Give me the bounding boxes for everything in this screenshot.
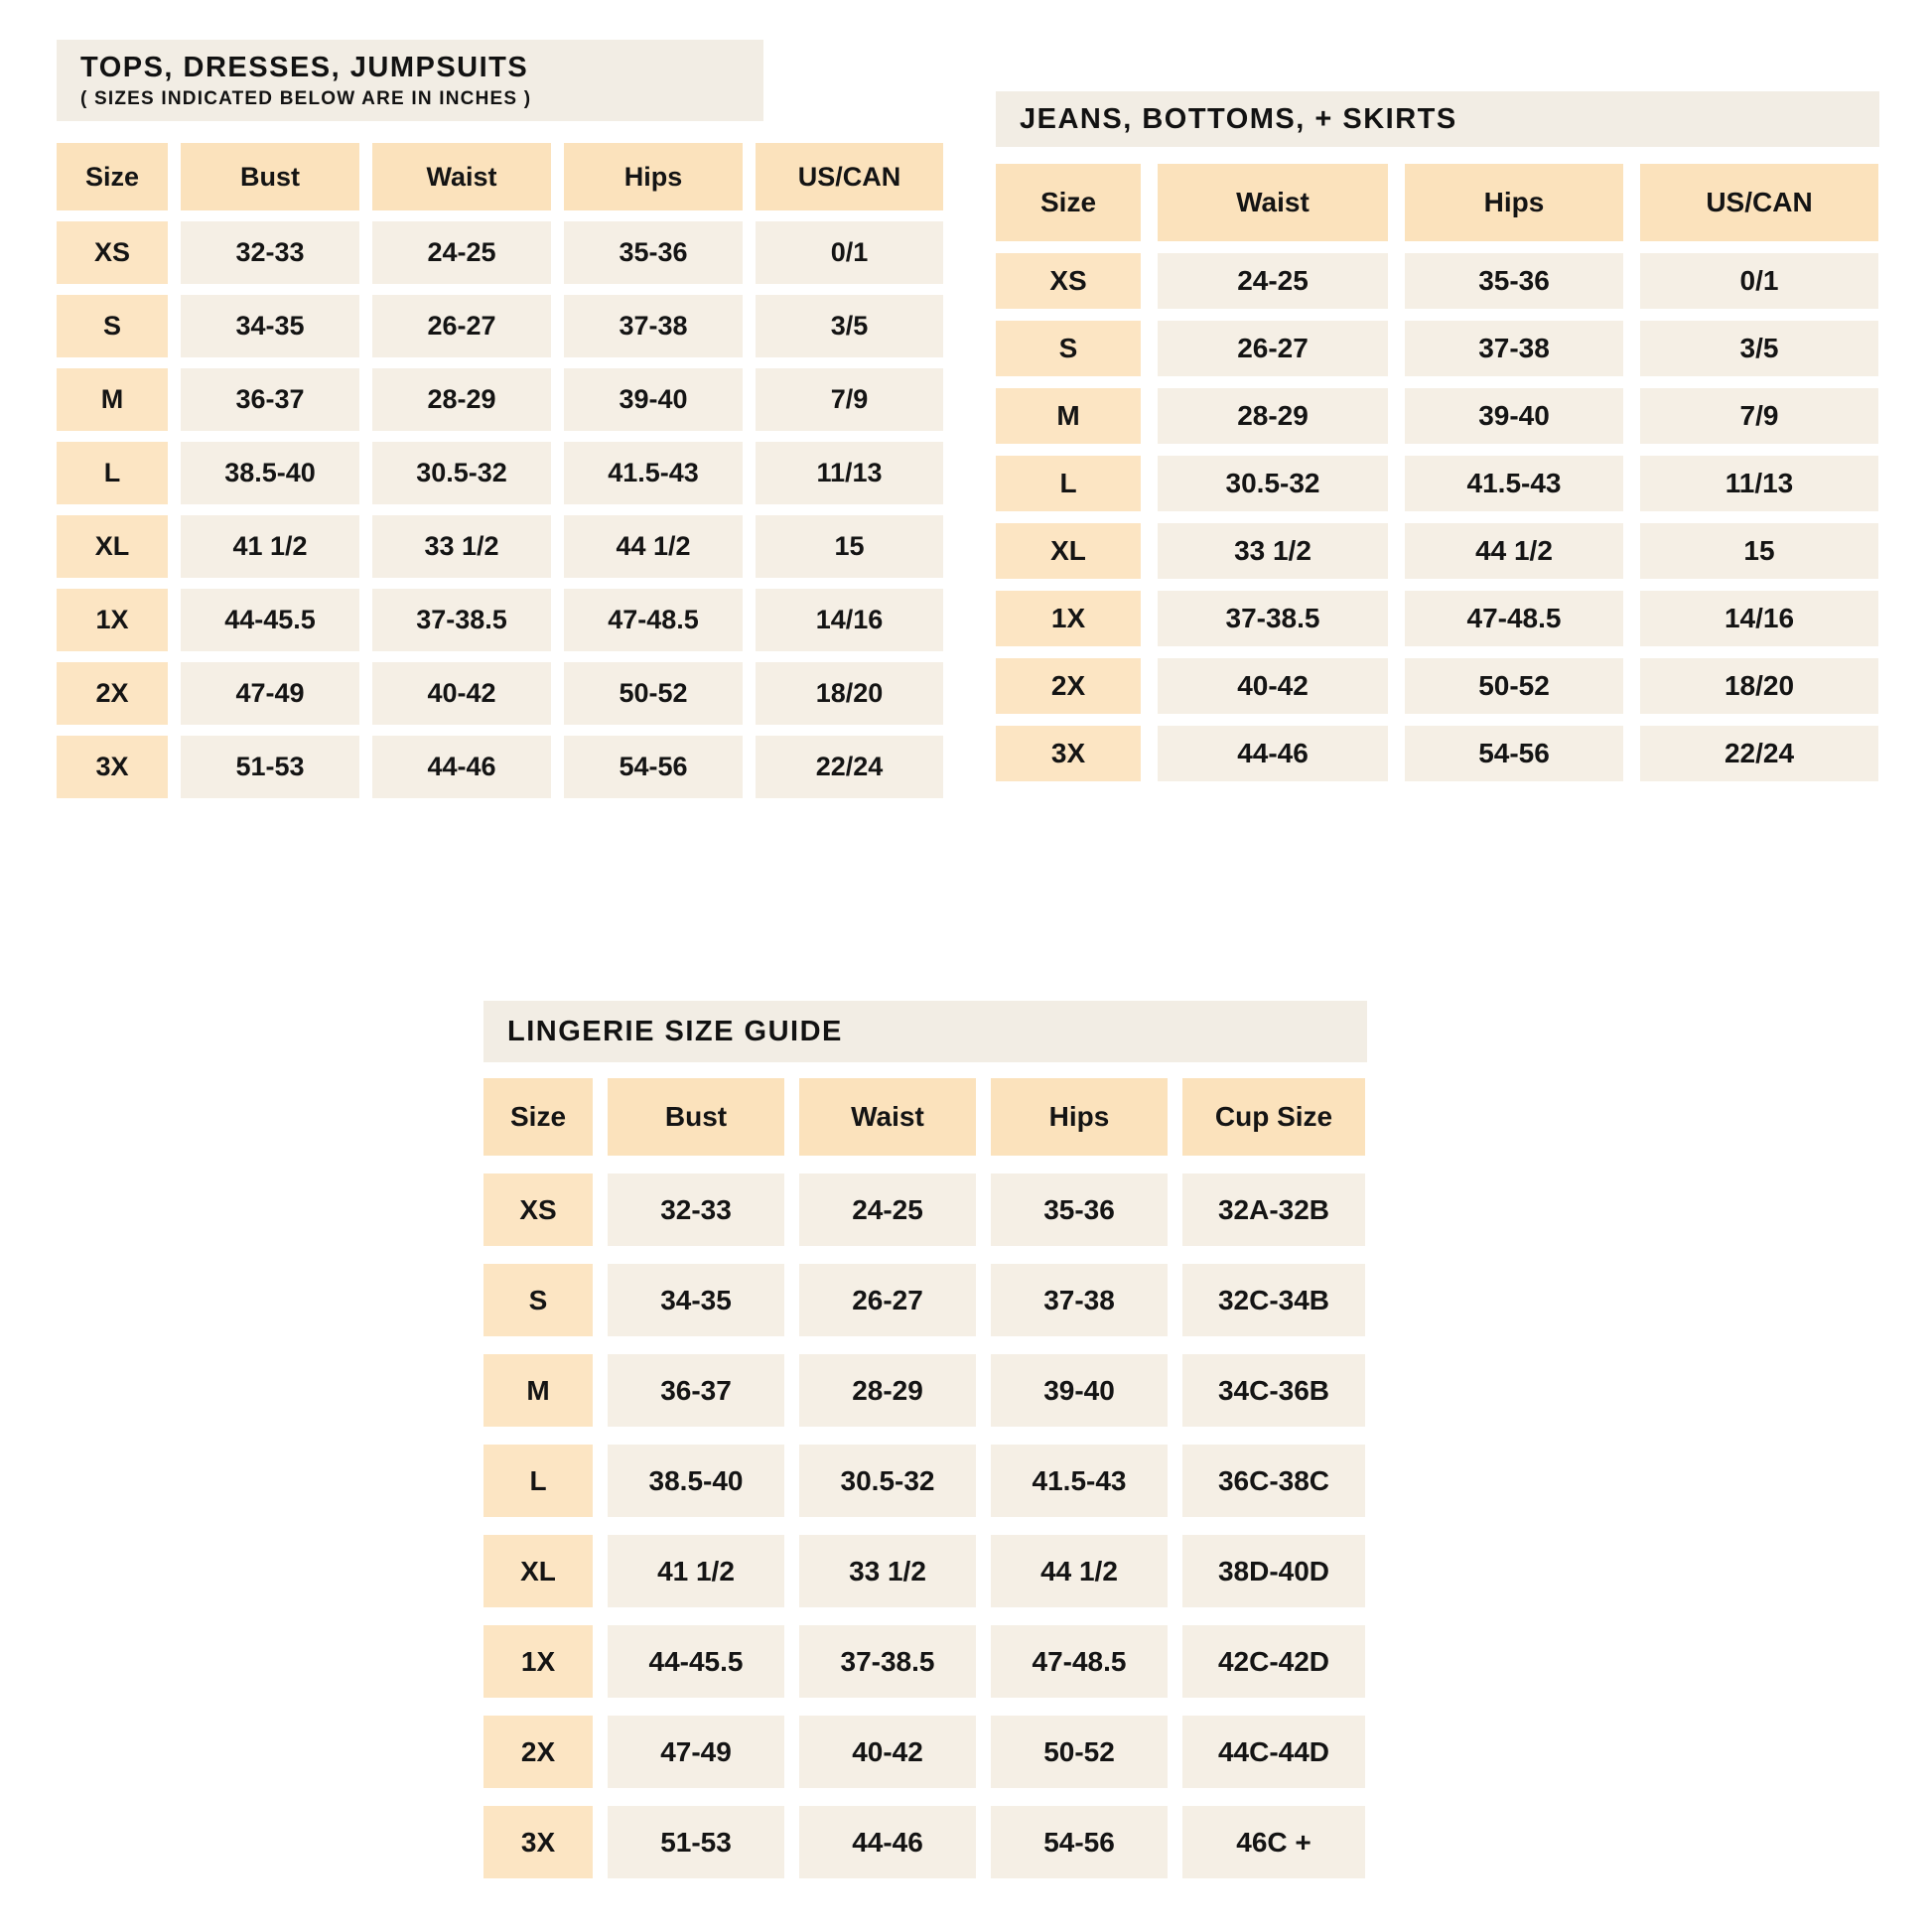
measurement-cell: 41 1/2 [181, 515, 359, 578]
column-header-cell: Hips [564, 143, 743, 210]
measurement-cell: 7/9 [1640, 388, 1878, 444]
measurement-cell: 37-38 [564, 295, 743, 357]
measurement-cell: 44-46 [799, 1806, 976, 1878]
measurement-cell: 51-53 [181, 736, 359, 798]
size-label-cell: M [996, 388, 1141, 444]
tops-dresses-jumpsuits-table [57, 40, 943, 798]
measurement-cell: 7/9 [756, 368, 943, 431]
size-label-cell: L [483, 1445, 593, 1517]
measurement-cell: 15 [1640, 523, 1878, 579]
measurement-cell: 36C-38C [1182, 1445, 1365, 1517]
column-header-cell: Bust [181, 143, 359, 210]
size-label-cell: L [57, 442, 168, 504]
table-title-band [57, 40, 763, 121]
measurement-cell: 30.5-32 [372, 442, 551, 504]
measurement-cell: 34-35 [181, 295, 359, 357]
measurement-cell: 34C-36B [1182, 1354, 1365, 1427]
measurement-cell: 37-38.5 [372, 589, 551, 651]
measurement-cell: 33 1/2 [372, 515, 551, 578]
size-label-cell: XS [57, 221, 168, 284]
measurement-cell: 37-38.5 [1158, 591, 1388, 646]
size-label-cell: S [483, 1264, 593, 1336]
size-label-cell: 2X [57, 662, 168, 725]
measurement-cell: 54-56 [564, 736, 743, 798]
measurement-cell: 41.5-43 [564, 442, 743, 504]
measurement-cell: 35-36 [564, 221, 743, 284]
measurement-cell: 38.5-40 [181, 442, 359, 504]
size-label-cell: XL [57, 515, 168, 578]
measurement-cell: 33 1/2 [799, 1535, 976, 1607]
size-label-cell: 1X [996, 591, 1141, 646]
measurement-cell: 44-46 [372, 736, 551, 798]
measurement-cell: 41 1/2 [608, 1535, 784, 1607]
size-label-cell: 2X [996, 658, 1141, 714]
measurement-cell: 11/13 [756, 442, 943, 504]
measurement-cell: 30.5-32 [799, 1445, 976, 1517]
size-label-cell: 1X [57, 589, 168, 651]
measurement-cell: 3/5 [1640, 321, 1878, 376]
column-header-cell: Waist [372, 143, 551, 210]
column-header-cell: Size [996, 164, 1141, 241]
measurement-cell: 46C + [1182, 1806, 1365, 1878]
measurement-cell: 39-40 [564, 368, 743, 431]
measurement-cell: 3/5 [756, 295, 943, 357]
measurement-cell: 11/13 [1640, 456, 1878, 511]
measurement-cell: 36-37 [181, 368, 359, 431]
measurement-cell: 28-29 [372, 368, 551, 431]
measurement-cell: 50-52 [1405, 658, 1623, 714]
measurement-cell: 22/24 [1640, 726, 1878, 781]
measurement-cell: 37-38.5 [799, 1625, 976, 1698]
size-label-cell: XS [483, 1173, 593, 1246]
measurement-cell: 54-56 [1405, 726, 1623, 781]
measurement-cell: 28-29 [799, 1354, 976, 1427]
measurement-cell: 35-36 [1405, 253, 1623, 309]
measurement-cell: 47-48.5 [991, 1625, 1168, 1698]
table-title: LINGERIE SIZE GUIDE [507, 1015, 843, 1047]
table-subtitle: ( SIZES INDICATED BELOW ARE IN INCHES ) [80, 87, 532, 109]
measurement-cell: 41.5-43 [1405, 456, 1623, 511]
table-title: TOPS, DRESSES, JUMPSUITS [80, 51, 529, 83]
measurement-cell: 18/20 [756, 662, 943, 725]
size-label-cell: L [996, 456, 1141, 511]
measurement-cell: 39-40 [1405, 388, 1623, 444]
measurement-cell: 15 [756, 515, 943, 578]
measurement-cell: 41.5-43 [991, 1445, 1168, 1517]
measurement-cell: 37-38 [991, 1264, 1168, 1336]
measurement-cell: 28-29 [1158, 388, 1388, 444]
measurement-cell: 44-45.5 [608, 1625, 784, 1698]
measurement-cell: 44C-44D [1182, 1716, 1365, 1788]
measurement-cell: 44-45.5 [181, 589, 359, 651]
column-header-cell: Hips [991, 1078, 1168, 1156]
measurement-cell: 35-36 [991, 1173, 1168, 1246]
measurement-cell: 44 1/2 [1405, 523, 1623, 579]
measurement-cell: 32A-32B [1182, 1173, 1365, 1246]
measurement-cell: 26-27 [1158, 321, 1388, 376]
measurement-cell: 50-52 [564, 662, 743, 725]
lingerie-size-guide-table [483, 1001, 1367, 1878]
size-grid [996, 164, 1879, 781]
measurement-cell: 47-49 [608, 1716, 784, 1788]
measurement-cell: 54-56 [991, 1806, 1168, 1878]
measurement-cell: 24-25 [1158, 253, 1388, 309]
measurement-cell: 18/20 [1640, 658, 1878, 714]
column-header-cell: Waist [1158, 164, 1388, 241]
measurement-cell: 38.5-40 [608, 1445, 784, 1517]
size-label-cell: XL [483, 1535, 593, 1607]
measurement-cell: 32-33 [181, 221, 359, 284]
measurement-cell: 38D-40D [1182, 1535, 1365, 1607]
measurement-cell: 32C-34B [1182, 1264, 1365, 1336]
size-label-cell: 1X [483, 1625, 593, 1698]
measurement-cell: 24-25 [799, 1173, 976, 1246]
measurement-cell: 32-33 [608, 1173, 784, 1246]
size-label-cell: S [57, 295, 168, 357]
measurement-cell: 26-27 [799, 1264, 976, 1336]
size-label-cell: XS [996, 253, 1141, 309]
measurement-cell: 14/16 [756, 589, 943, 651]
table-title: JEANS, BOTTOMS, + SKIRTS [1020, 102, 1457, 135]
size-label-cell: XL [996, 523, 1141, 579]
measurement-cell: 47-49 [181, 662, 359, 725]
measurement-cell: 34-35 [608, 1264, 784, 1336]
measurement-cell: 44 1/2 [564, 515, 743, 578]
measurement-cell: 0/1 [756, 221, 943, 284]
column-header-cell: Cup Size [1182, 1078, 1365, 1156]
measurement-cell: 40-42 [372, 662, 551, 725]
size-grid [483, 1078, 1367, 1878]
measurement-cell: 47-48.5 [564, 589, 743, 651]
measurement-cell: 47-48.5 [1405, 591, 1623, 646]
measurement-cell: 40-42 [1158, 658, 1388, 714]
measurement-cell: 44 1/2 [991, 1535, 1168, 1607]
measurement-cell: 14/16 [1640, 591, 1878, 646]
measurement-cell: 0/1 [1640, 253, 1878, 309]
column-header-cell: Size [483, 1078, 593, 1156]
measurement-cell: 37-38 [1405, 321, 1623, 376]
size-label-cell: S [996, 321, 1141, 376]
table-title-band [996, 91, 1879, 147]
measurement-cell: 42C-42D [1182, 1625, 1365, 1698]
table-title-band [483, 1001, 1367, 1062]
column-header-cell: Hips [1405, 164, 1623, 241]
column-header-cell: Size [57, 143, 168, 210]
measurement-cell: 50-52 [991, 1716, 1168, 1788]
measurement-cell: 44-46 [1158, 726, 1388, 781]
column-header-cell: US/CAN [756, 143, 943, 210]
column-header-cell: US/CAN [1640, 164, 1878, 241]
measurement-cell: 39-40 [991, 1354, 1168, 1427]
size-label-cell: M [483, 1354, 593, 1427]
measurement-cell: 24-25 [372, 221, 551, 284]
measurement-cell: 51-53 [608, 1806, 784, 1878]
measurement-cell: 22/24 [756, 736, 943, 798]
size-grid [57, 143, 943, 798]
jeans-bottoms-skirts-table [996, 91, 1879, 781]
size-label-cell: 3X [57, 736, 168, 798]
size-label-cell: 3X [483, 1806, 593, 1878]
measurement-cell: 26-27 [372, 295, 551, 357]
measurement-cell: 36-37 [608, 1354, 784, 1427]
size-label-cell: 3X [996, 726, 1141, 781]
size-label-cell: M [57, 368, 168, 431]
measurement-cell: 33 1/2 [1158, 523, 1388, 579]
measurement-cell: 40-42 [799, 1716, 976, 1788]
column-header-cell: Bust [608, 1078, 784, 1156]
column-header-cell: Waist [799, 1078, 976, 1156]
measurement-cell: 30.5-32 [1158, 456, 1388, 511]
size-label-cell: 2X [483, 1716, 593, 1788]
